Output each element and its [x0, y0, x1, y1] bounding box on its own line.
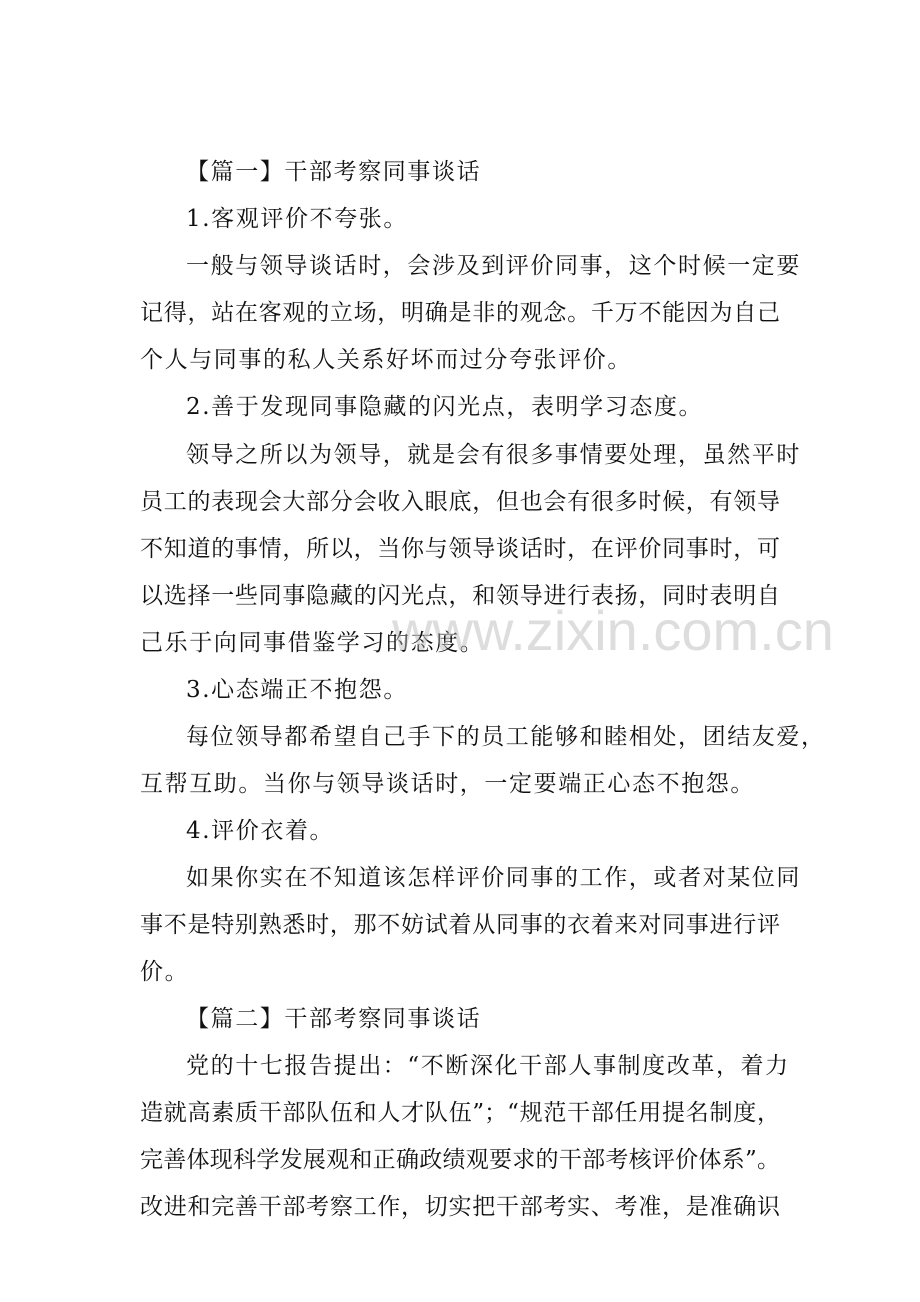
paragraph-heading-2: 2.善于发现同事隐藏的闪光点，表明学习态度。	[186, 394, 704, 420]
paragraph-line: 改进和完善干部考察工作，切实把干部考实、考准，是准确识	[140, 1194, 780, 1220]
section-heading-1: 【篇一】干部考察同事谈话	[186, 159, 482, 185]
paragraph-line: 如果你实在不知道该怎样评价同事的工作，或者对某位同	[186, 865, 801, 891]
paragraph-line: 互帮互助。当你与领导谈话时，一定要端正心态不抱怨。	[140, 771, 755, 797]
paragraph-heading-3: 3.心态端正不抱怨。	[186, 677, 408, 703]
section-heading-2: 【篇二】干部考察同事谈话	[186, 1006, 482, 1032]
paragraph-line: 个人与同事的私人关系好坏而过分夸张评价。	[140, 347, 632, 373]
paragraph-line: 记得，站在客观的立场，明确是非的观念。千万不能因为自己	[140, 300, 780, 326]
paragraph-line: 己乐于向同事借鉴学习的态度。	[140, 630, 485, 656]
paragraph-line: 完善体现科学发展观和正确政绩观要求的干部考核评价体系”。	[140, 1147, 780, 1173]
paragraph-line: 以选择一些同事隐藏的闪光点，和领导进行表扬，同时表明自	[140, 583, 780, 609]
paragraph-line: 价。	[140, 959, 190, 985]
paragraph-line: 员工的表现会大部分会收入眼底，但也会有很多时候，有领导	[140, 489, 780, 515]
paragraph-line: 一般与领导谈话时，会涉及到评价同事，这个时候一定要	[186, 253, 801, 279]
paragraph-line: 党的十七报告提出：“不断深化干部人事制度改革，着力	[186, 1053, 790, 1079]
paragraph-line: 造就高素质干部队伍和人才队伍”；“规范干部任用提名制度，	[140, 1100, 780, 1126]
paragraph-line: 事不是特别熟悉时，那不妨试着从同事的衣着来对同事进行评	[140, 912, 780, 938]
paragraph-line: 每位领导都希望自己手下的员工能够和睦相处，团结友爱，	[186, 724, 826, 750]
paragraph-line: 领导之所以为领导，就是会有很多事情要处理，虽然平时	[186, 442, 801, 468]
paragraph-heading-1: 1.客观评价不夸张。	[186, 206, 408, 232]
paragraph-heading-4: 4.评价衣着。	[186, 818, 335, 844]
paragraph-line: 不知道的事情，所以，当你与领导谈话时，在评价同事时，可	[140, 536, 780, 562]
watermark-text: www.zixin.com.cn	[392, 599, 834, 662]
